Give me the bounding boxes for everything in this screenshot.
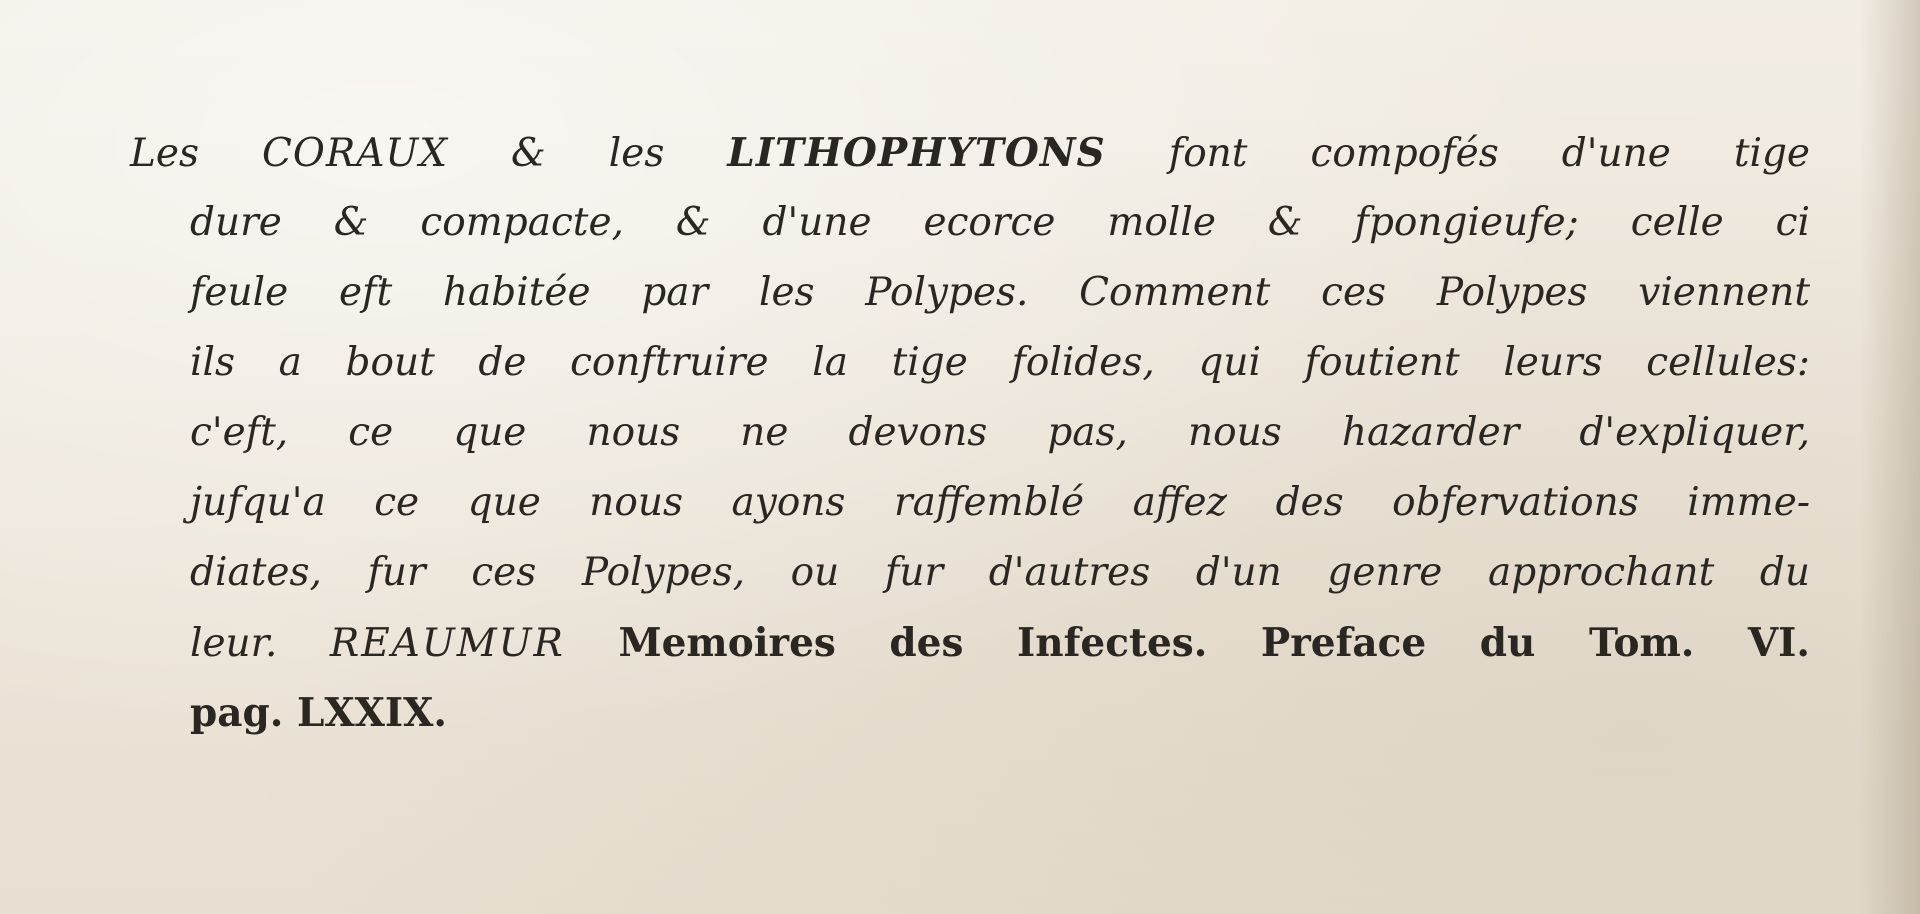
quote-line-7 [130, 538, 1810, 608]
quote-line-2 [130, 188, 1810, 258]
quote-text: & les [448, 131, 728, 176]
quote-line-3 [130, 258, 1810, 328]
quote-text: diates, fur ces Polypes, ou fur d'autres d'un genre approchant du [190, 550, 1810, 595]
quote-text: font compofés d'une tige [1105, 131, 1811, 176]
quote-paragraph [130, 118, 1810, 748]
quote-text: ils a bout de conftruire la tige folides, qui foutient leurs cellules: [190, 340, 1810, 385]
quote-line-1 [130, 118, 1810, 188]
author-reaumur: REAUMUR [329, 621, 565, 666]
quote-text: feule eft habitée par les Polypes. Comment ces Polypes viennent [190, 270, 1810, 315]
citation-page: pag. LXXIX. [190, 690, 447, 736]
quote-text: dure & compacte, & d'une ecorce molle & fpongieufe; celle ci [190, 200, 1810, 245]
quote-line-6 [130, 468, 1810, 538]
citation-source: Memoires des Infectes. Preface du Tom. VI. [564, 620, 1810, 666]
quote-line-5 [130, 398, 1810, 468]
quote-text: c'eft, ce que nous ne devons pas, nous hazarder d'expliquer, [190, 410, 1810, 455]
quote-text: leur. [190, 621, 330, 666]
quote-text: jufqu'a ce que nous ayons raffemblé affez des obfervations imme- [190, 480, 1810, 525]
page-edge-shadow [1860, 0, 1920, 914]
quote-text: Les [130, 131, 263, 176]
quote-line-9 [130, 678, 1810, 748]
quote-line-8 [130, 608, 1810, 678]
term-lithophytons: LITHOPHYTONS [727, 130, 1106, 176]
term-coraux: CORAUX [262, 131, 449, 176]
quote-line-4 [130, 328, 1810, 398]
